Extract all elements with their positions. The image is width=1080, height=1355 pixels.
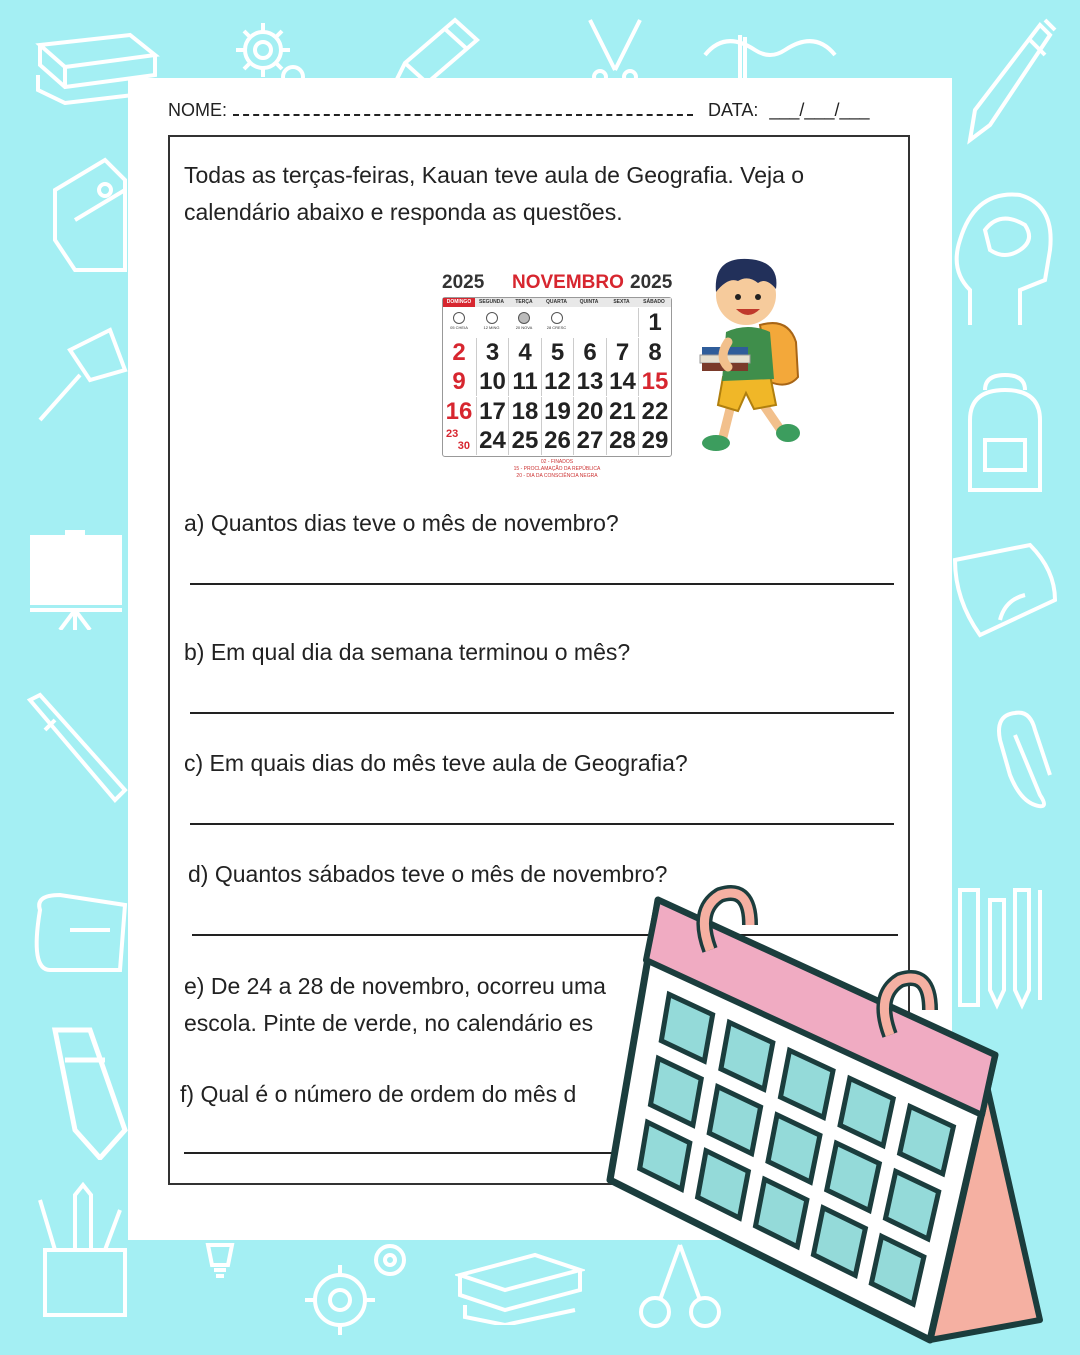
weekday-row <box>443 298 671 307</box>
calendar-grid <box>442 297 672 457</box>
paperclip-icon <box>995 705 1060 810</box>
calendar-year-right: 2025 <box>630 272 673 293</box>
name-blank[interactable] <box>233 100 693 116</box>
calendar-day[interactable]: 24 <box>476 426 509 455</box>
pencil-case-icon <box>30 890 130 980</box>
calendar-day[interactable]: 6 <box>573 338 606 367</box>
answer-line-c[interactable] <box>190 823 894 825</box>
calendar-footnote-2: 20 - DIA DA CONSCIÊNCIA NEGRA <box>516 473 598 479</box>
moon-phase-1: 12 MING <box>476 308 508 337</box>
calendar-day[interactable]: 15 <box>638 367 671 396</box>
date-label: DATA: <box>708 100 759 120</box>
weekday-0: DOMINGO <box>443 298 475 307</box>
weekday-2: TERÇA <box>515 299 533 305</box>
backpack-icon <box>950 370 1060 500</box>
calendar-day[interactable]: 9 <box>452 368 466 395</box>
moon-phase-0: 05 CHEIA <box>443 308 475 337</box>
november-calendar <box>442 272 673 482</box>
question-d: d) Quantos sábados teve o mês de novembro? <box>188 861 668 887</box>
calendar-day[interactable]: 8 <box>638 338 671 367</box>
moon-phase-3: 28 CRESC <box>541 308 573 337</box>
answer-line-a[interactable] <box>190 583 894 585</box>
calendar-day[interactable]: 1 <box>638 308 671 337</box>
desk-calendar-icon <box>600 870 1060 1350</box>
calendar-day[interactable]: 26 <box>541 426 574 455</box>
header-line <box>168 100 918 124</box>
gear-icon <box>295 1240 415 1340</box>
calendar-day[interactable]: 17 <box>476 397 509 426</box>
weekday-4: QUINTA <box>579 299 599 305</box>
calendar-day[interactable]: 20 <box>573 397 606 426</box>
calendar-day[interactable]: 3 <box>476 338 509 367</box>
question-a: a) Quantos dias teve o mês de novembro? <box>184 510 619 536</box>
question-f: f) Qual é o número de ordem do mês d <box>180 1081 577 1107</box>
question-e-line1: e) De 24 a 28 de novembro, ocorreu uma <box>184 973 606 999</box>
calendar-footnote-1: 15 - PROCLAMAÇÃO DA REPÚBLICA <box>513 466 601 472</box>
calendar-day[interactable]: 29 <box>638 426 671 455</box>
calendar-footnote-0: 02 - FINADOS <box>540 459 574 465</box>
calendar-day[interactable]: 19 <box>541 397 574 426</box>
pencil-cup-icon <box>35 1180 130 1320</box>
sharpener-icon <box>45 150 130 280</box>
question-e-line2: escola. Pinte de verde, no calendário es <box>184 1010 594 1036</box>
calendar-day[interactable]: 21 <box>606 397 639 426</box>
calendar-day[interactable]: 27 <box>573 426 606 455</box>
calendar-day[interactable]: 4 <box>508 338 541 367</box>
question-c: c) Em quais dias do mês teve aula de Geografia? <box>184 750 688 776</box>
pencil-case-icon <box>950 540 1060 640</box>
weekday-5: SEXTA <box>613 299 630 305</box>
lightbulb-icon <box>200 1240 240 1280</box>
calendar-day[interactable]: 14 <box>606 367 639 396</box>
scissors-icon <box>570 15 660 85</box>
calendar-day[interactable]: 12 <box>541 367 574 396</box>
answer-line-f[interactable] <box>184 1152 624 1154</box>
weekday-6: SÁBADO <box>643 299 665 305</box>
name-label: NOME: <box>168 100 228 120</box>
intro-text: Todas as terças-feiras, Kauan teve aula de Geografia. Veja o calendário abaixo e responda as questões. <box>184 162 805 225</box>
student-illustration <box>688 247 816 462</box>
whiteboard-icon <box>25 530 125 630</box>
calendar-day[interactable]: 28 <box>606 426 639 455</box>
calendar-year-left: 2025 <box>442 272 485 293</box>
calendar-day[interactable]: 25 <box>508 426 541 455</box>
glasses-icon <box>700 25 840 85</box>
weekday-3: QUARTA <box>545 299 567 305</box>
calendar-day[interactable]: 18 <box>508 397 541 426</box>
calendar-month: NOVEMBRO <box>512 272 624 293</box>
calendar-day[interactable]: 16 <box>445 397 473 425</box>
date-blank[interactable]: ___/___/___ <box>769 100 870 120</box>
pencil-icon <box>35 1020 130 1160</box>
calendar-day[interactable]: 5 <box>541 338 574 367</box>
pencil-icon <box>385 15 485 85</box>
pen-icon <box>950 10 1060 150</box>
answer-line-b[interactable] <box>190 712 894 714</box>
moon-phase-2: 20 NOVA <box>508 308 540 337</box>
calendar-day[interactable]: 10 <box>476 367 509 396</box>
calendar-day[interactable]: 13 <box>573 367 606 396</box>
calendar-day[interactable]: 22 <box>638 397 671 426</box>
calendar-day[interactable]: 7 <box>606 338 639 367</box>
pushpin-icon <box>30 320 130 430</box>
calendar-day[interactable]: 2 <box>452 338 466 366</box>
pen-icon <box>20 690 130 820</box>
calendar-day[interactable]: 23 30 <box>446 428 470 452</box>
question-b: b) Em qual dia da semana terminou o mês? <box>184 639 631 665</box>
calendar-day[interactable]: 11 <box>508 367 541 396</box>
weekday-1: SEGUNDA <box>478 299 504 305</box>
calendar-footnotes <box>482 459 632 480</box>
books-icon <box>455 1245 585 1325</box>
brain-head-icon <box>950 180 1060 330</box>
